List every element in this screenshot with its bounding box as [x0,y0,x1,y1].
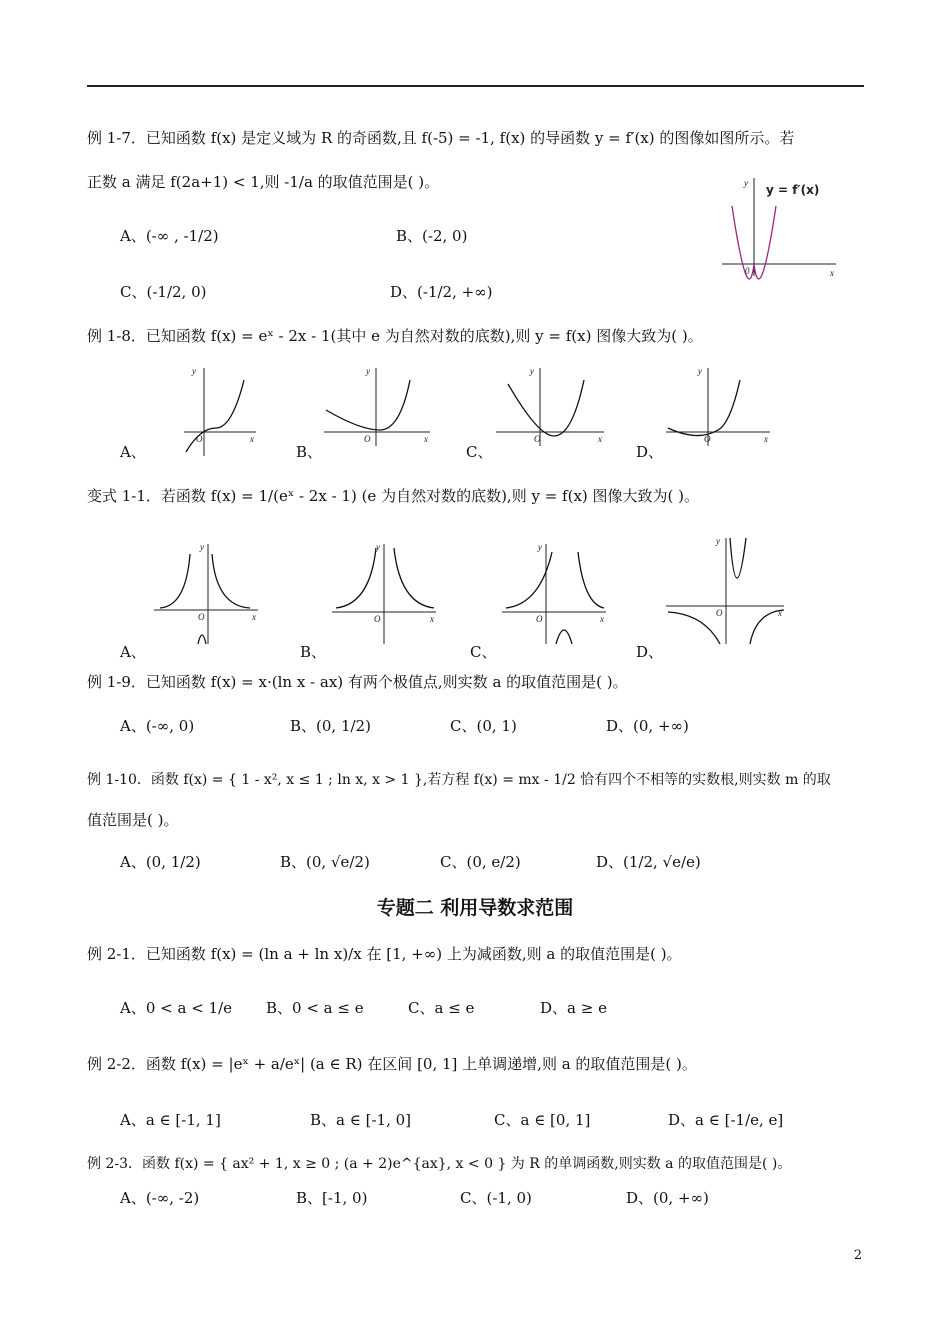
ex1-10-line1: 例 1-10．函数 f(x) = { 1 - x², x ≤ 1 ; ln x, x > 1 },若方程 f(x) = mx - 1/2 恰有四个不相等的实数根,则实数 m 的取 [87,772,831,788]
section-title: 专题二 利用导数求范围 [376,897,574,919]
ex1-7-option-a[interactable]: A、(-∞ , -1/2) [120,227,219,245]
ex1-10-option-d[interactable]: D、(1/2, √e/e) [596,853,701,871]
ex2-1-option-a[interactable]: A、0 < a < 1/e [120,999,233,1017]
ex1-8-line: 例 1-8．已知函数 f(x) = eˣ - 2x - 1(其中 e 为自然对数的底数),则 y = f(x) 图像大致为( )。 [87,327,703,345]
ex1-8-graph-a[interactable] [180,366,260,456]
ex1-7-option-c[interactable]: C、(-1/2, 0) [120,283,207,301]
ex2-1-option-c[interactable]: C、a ≤ e [408,999,475,1017]
svg-text:O: O [536,614,543,624]
var1-1-caption-c: C、 [470,643,497,661]
svg-text:O: O [196,434,203,444]
ex1-9-option-a[interactable]: A、(-∞, 0) [120,717,195,735]
svg-text:O: O [534,434,541,444]
ex1-10-line2: 值范围是( )。 [87,811,179,829]
var1-1-caption-b: B、 [300,643,327,661]
svg-text:x: x [600,614,604,624]
svg-text:O: O [364,434,371,444]
ex2-2-option-b[interactable]: B、a ∈ [-1, 0] [310,1111,412,1129]
svg-text:x: x [252,612,256,622]
svg-text:y: y [376,542,380,552]
ex2-2-option-c[interactable]: C、a ∈ [0, 1] [494,1111,591,1129]
ex1-7-line1: 例 1-7．已知函数 f(x) 是定义域为 R 的奇函数,且 f(-5) = -1, f(x) 的导函数 y = f′(x) 的图像如图所示。若 [87,129,795,147]
ex2-1-line: 例 2-1．已知函数 f(x) = (ln a + ln x)/x 在 [1, +∞) 上为减函数,则 a 的取值范围是( )。 [87,945,682,963]
header-rule [87,85,864,87]
ex2-3-option-a[interactable]: A、(-∞, -2) [120,1189,200,1207]
ex1-7-line2: 正数 a 满足 f(2a+1) < 1,则 -1/a 的取值范围是( )。 [87,173,440,191]
svg-text:x: x [424,434,428,444]
svg-text:y: y [366,366,370,376]
svg-text:x: x [430,614,434,624]
var1-1-graph-d[interactable] [664,534,786,646]
ex1-8-graph-d[interactable] [664,366,772,446]
ex1-8-graph-c[interactable] [494,366,606,446]
var1-1-graph-b[interactable] [330,540,438,646]
ex2-3-option-d[interactable]: D、(0, +∞) [626,1189,709,1207]
ex2-3-option-b[interactable]: B、[-1, 0) [296,1189,368,1207]
ex1-9-option-d[interactable]: D、(0, +∞) [606,717,689,735]
ex1-9-option-b[interactable]: B、(0, 1/2) [290,717,371,735]
var1-1-caption-d: D、 [636,643,664,661]
ex2-2-line: 例 2-2．函数 f(x) = |eˣ + a/eˣ| (a ∈ R) 在区间 [0, 1] 上单调递增,则 a 的取值范围是( )。 [87,1055,697,1073]
ex1-10-option-c[interactable]: C、(0, e/2) [440,853,521,871]
svg-text:O: O [704,434,711,444]
svg-text:y: y [538,542,542,552]
ex1-7-graph-label: y = f′(x) [766,183,820,197]
ex2-3-line: 例 2-3．函数 f(x) = { ax² + 1, x ≥ 0 ; (a + 2)e^{ax}, x < 0 } 为 R 的单调函数,则实数 a 的取值范围是( )。 [87,1156,792,1172]
svg-text:O: O [716,608,723,618]
ex2-1-option-d[interactable]: D、a ≥ e [540,999,607,1017]
svg-text:x: x [778,608,782,618]
svg-text:y: y [698,366,702,376]
svg-text:y: y [192,366,196,376]
ex1-8-caption-b: B、 [296,443,323,461]
svg-text:y: y [744,178,748,188]
ex2-2-option-d[interactable]: D、a ∈ [-1/e, e] [668,1111,784,1129]
svg-text:0: 0 [745,266,750,276]
svg-text:y: y [716,536,720,546]
ex1-9-option-c[interactable]: C、(0, 1) [450,717,517,735]
ex1-8-caption-d: D、 [636,443,664,461]
page-number: 2 [853,1248,862,1263]
svg-text:x: x [250,434,254,444]
ex2-3-option-c[interactable]: C、(-1, 0) [460,1189,532,1207]
ex1-8-caption-a: A、 [120,443,146,461]
var1-1-caption-a: A、 [120,643,146,661]
ex1-9-line: 例 1-9．已知函数 f(x) = x·(ln x - ax) 有两个极值点,则实数 a 的取值范围是( )。 [87,673,628,691]
var1-1-graph-a[interactable] [152,540,260,646]
svg-text:O: O [198,612,205,622]
svg-text:x: x [830,268,834,278]
ex1-10-option-b[interactable]: B、(0, √e/2) [280,853,370,871]
svg-text:y: y [530,366,534,376]
ex2-1-option-b[interactable]: B、0 < a ≤ e [266,999,364,1017]
svg-text:x: x [598,434,602,444]
ex1-8-graph-b[interactable] [320,366,432,446]
ex1-7-option-d[interactable]: D、(-1/2, +∞) [390,283,493,301]
ex1-7-derivative-graph [718,172,840,278]
var1-1-graph-c[interactable] [500,540,608,646]
ex1-8-caption-c: C、 [466,443,493,461]
svg-text:x: x [764,434,768,444]
var1-1-line: 变式 1-1．若函数 f(x) = 1/(eˣ - 2x - 1) (e 为自然对数的底数),则 y = f(x) 图像大致为( )。 [87,487,699,505]
ex2-2-option-a[interactable]: A、a ∈ [-1, 1] [120,1111,221,1129]
svg-text:y: y [200,542,204,552]
svg-text:O: O [374,614,381,624]
ex1-10-option-a[interactable]: A、(0, 1/2) [120,853,201,871]
ex1-7-option-b[interactable]: B、(-2, 0) [396,227,468,245]
